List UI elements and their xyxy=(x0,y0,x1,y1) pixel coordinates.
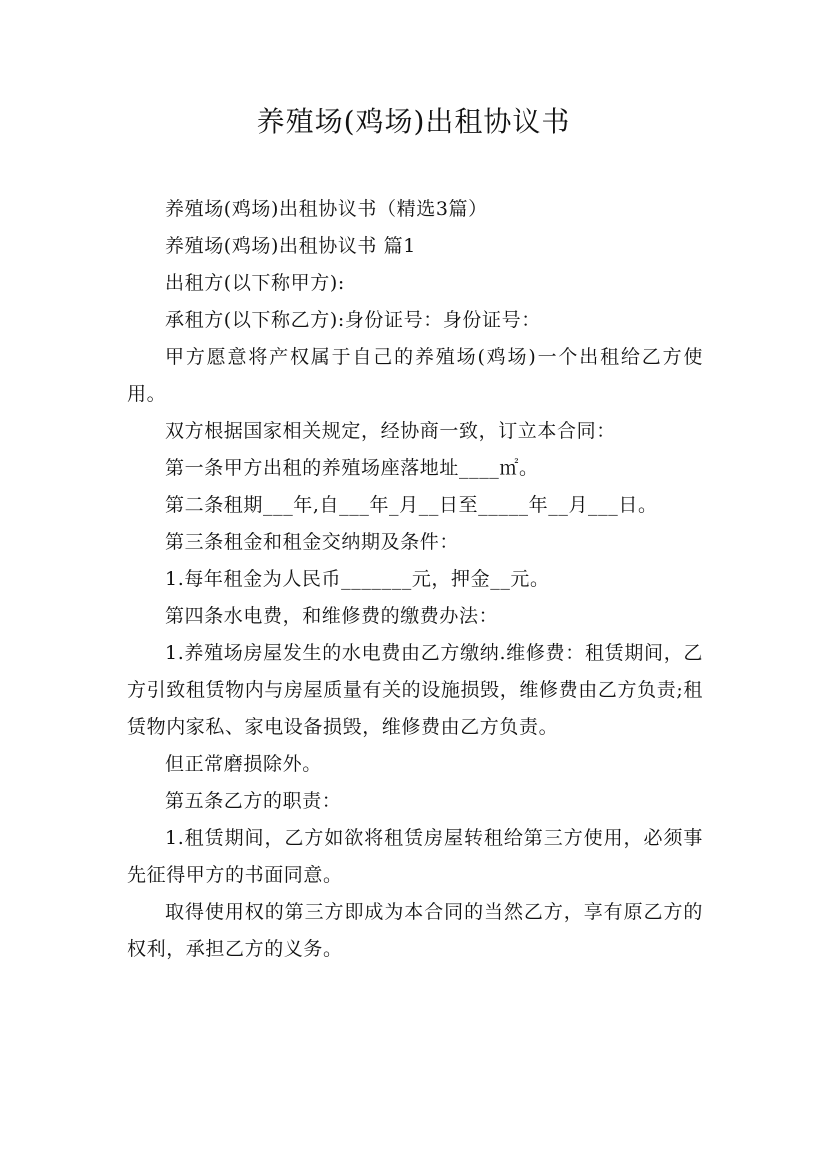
paragraph: 1.每年租金为人民币_______元，押金__元。 xyxy=(165,568,550,590)
paragraph: 第五条乙方的职责： xyxy=(165,790,342,812)
paragraph: 1.养殖场房屋发生的水电费由乙方缴纳.维修费：租赁期间，乙方引致租赁物内与房屋质量有关的设施损毁，维修费由乙方负责;租赁物内家私、家电设备损毁，维修费由乙方负责。 xyxy=(127,642,703,738)
paragraph: 第三条租金和租金交纳期及条件： xyxy=(165,531,460,553)
paragraph: 双方根据国家相关规定，经协商一致，订立本合同： xyxy=(165,420,616,442)
paragraph: 第四条水电费，和维修费的缴费办法： xyxy=(165,605,499,627)
paragraph: 取得使用权的第三方即成为本合同的当然乙方，享有原乙方的权利，承担乙方的义务。 xyxy=(127,901,703,960)
document-title: 养殖场(鸡场)出租协议书 xyxy=(256,105,571,138)
paragraph: 承租方(以下称乙方):身份证号：身份证号： xyxy=(165,309,541,331)
paragraph: 养殖场(鸡场)出租协议书（精选3篇） xyxy=(165,198,488,220)
document-body xyxy=(127,191,703,968)
paragraph: 第二条租期___年,自___年_月__日至_____年__月___日。 xyxy=(165,494,658,516)
paragraph: 养殖场(鸡场)出租协议书 篇1 xyxy=(165,235,416,257)
paragraph: 第一条甲方出租的养殖场座落地址____㎡。 xyxy=(165,457,539,479)
paragraph: 出租方(以下称甲方): xyxy=(165,272,345,294)
paragraph: 1.租赁期间，乙方如欲将租赁房屋转租给第三方使用，必须事先征得甲方的书面同意。 xyxy=(127,827,703,886)
paragraph: 甲方愿意将产权属于自己的养殖场(鸡场)一个出租给乙方使用。 xyxy=(127,346,703,405)
paragraph: 但正常磨损除外。 xyxy=(165,753,322,775)
